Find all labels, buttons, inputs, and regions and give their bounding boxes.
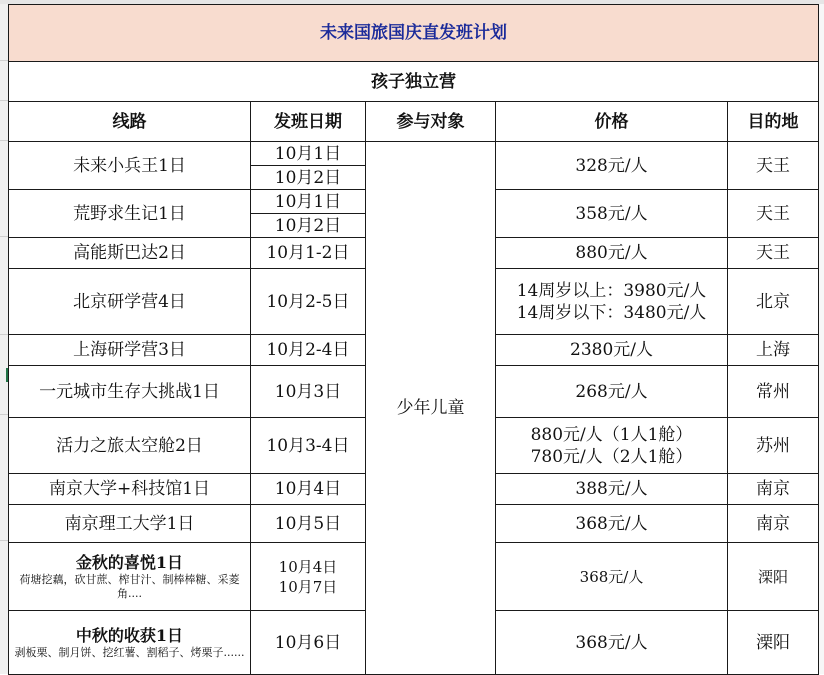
header-destination[interactable]: 目的地: [728, 102, 819, 142]
header-date[interactable]: 发班日期: [251, 102, 366, 142]
route-cell[interactable]: 上海研学营3日: [9, 335, 251, 366]
route-cell[interactable]: 活力之旅太空舱2日: [9, 418, 251, 474]
schedule-table: [8, 4, 819, 675]
route-cell[interactable]: 未来小兵王1日: [9, 142, 251, 190]
route-description: 剥板栗、制月饼、挖红薯、割稻子、烤栗子......: [14, 645, 245, 659]
table-row: [9, 142, 819, 166]
price-line: 880元/人（1人1舱）: [530, 424, 693, 445]
destination-cell[interactable]: 常州: [728, 366, 819, 418]
date-cell[interactable]: 10月5日: [251, 505, 366, 543]
route-cell[interactable]: 北京研学营4日: [9, 269, 251, 335]
route-cell[interactable]: 南京理工大学1日: [9, 505, 251, 543]
header-price[interactable]: 价格: [496, 102, 728, 142]
route-name: 中秋的收获1日: [75, 625, 184, 645]
destination-cell[interactable]: 南京: [728, 474, 819, 505]
price-cell[interactable]: 368元/人: [496, 505, 728, 543]
price-cell[interactable]: 368元/人: [496, 543, 728, 611]
date-cell[interactable]: 10月1-2日: [251, 238, 366, 269]
date-cell[interactable]: 10月2日: [251, 166, 366, 190]
route-cell[interactable]: [9, 543, 251, 611]
destination-cell[interactable]: 北京: [728, 269, 819, 335]
destination-cell[interactable]: 溧阳: [728, 543, 819, 611]
price-line: 780元/人（2人1舱）: [530, 446, 693, 467]
route-cell[interactable]: 荒野求生记1日: [9, 190, 251, 238]
date-line: 10月4日: [278, 557, 338, 576]
date-cell[interactable]: 10月4日: [251, 474, 366, 505]
price-cell[interactable]: 2380元/人: [496, 335, 728, 366]
route-cell[interactable]: 南京大学+科技馆1日: [9, 474, 251, 505]
price-cell[interactable]: 388元/人: [496, 474, 728, 505]
price-cell[interactable]: 268元/人: [496, 366, 728, 418]
header-route[interactable]: 线路: [9, 102, 251, 142]
price-cell[interactable]: [496, 269, 728, 335]
price-cell[interactable]: 880元/人: [496, 238, 728, 269]
header-row: [9, 102, 819, 142]
price-cell[interactable]: [496, 418, 728, 474]
date-cell[interactable]: 10月2日: [251, 214, 366, 238]
date-cell[interactable]: 10月3日: [251, 366, 366, 418]
date-cell[interactable]: 10月2-4日: [251, 335, 366, 366]
price-cell[interactable]: 358元/人: [496, 190, 728, 238]
destination-cell[interactable]: 天王: [728, 190, 819, 238]
destination-cell[interactable]: 苏州: [728, 418, 819, 474]
date-cell[interactable]: 10月1日: [251, 190, 366, 214]
date-cell[interactable]: 10月6日: [251, 611, 366, 675]
date-cell[interactable]: 10月1日: [251, 142, 366, 166]
route-name: 金秋的喜悦1日: [75, 552, 184, 572]
date-line: 10月7日: [278, 577, 338, 596]
destination-cell[interactable]: 南京: [728, 505, 819, 543]
date-cell[interactable]: [251, 543, 366, 611]
route-cell[interactable]: 高能斯巴达2日: [9, 238, 251, 269]
destination-cell[interactable]: 上海: [728, 335, 819, 366]
destination-cell[interactable]: 天王: [728, 238, 819, 269]
price-line: 14周岁以下：3480元/人: [516, 302, 707, 323]
sheet-title[interactable]: 未来国旅国庆直发班计划: [9, 5, 819, 62]
header-audience[interactable]: 参与对象: [366, 102, 496, 142]
price-line: 14周岁以上：3980元/人: [516, 280, 707, 301]
route-cell[interactable]: 一元城市生存大挑战1日: [9, 366, 251, 418]
route-description: 荷塘挖藕，砍甘蔗、榨甘汁、制棒棒糖、采菱角....: [19, 572, 240, 600]
price-cell[interactable]: 368元/人: [496, 611, 728, 675]
sheet-subtitle[interactable]: 孩子独立营: [9, 62, 819, 102]
route-cell[interactable]: [9, 611, 251, 675]
audience-cell[interactable]: 少年儿童: [366, 142, 496, 675]
destination-cell[interactable]: 溧阳: [728, 611, 819, 675]
date-cell[interactable]: 10月3-4日: [251, 418, 366, 474]
price-cell[interactable]: 328元/人: [496, 142, 728, 190]
destination-cell[interactable]: 天王: [728, 142, 819, 190]
date-cell[interactable]: 10月2-5日: [251, 269, 366, 335]
